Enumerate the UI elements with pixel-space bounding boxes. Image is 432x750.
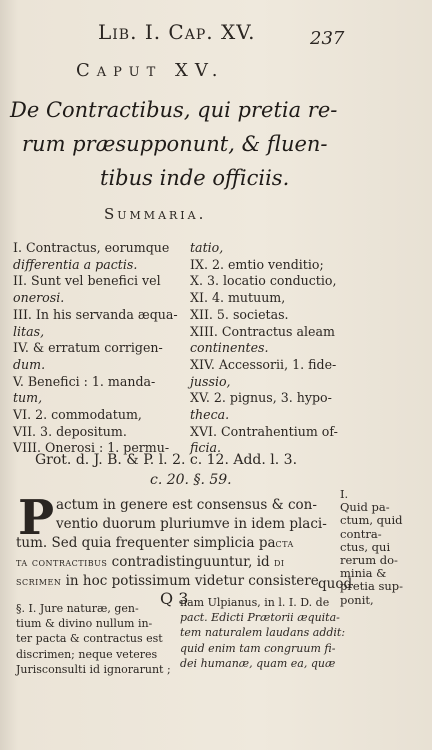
summary-item: V. Benefici : 1. manda- <box>13 373 156 389</box>
paragraph-smallcaps: cta <box>275 536 294 550</box>
summary-item: litas, <box>13 323 45 339</box>
summary-item: XI. 4. mutuum, <box>190 290 286 306</box>
summary-item: XIII. Contractus aleam <box>190 323 335 339</box>
paragraph-text: tum. Sed quia frequenter simplicia pa <box>16 535 276 551</box>
paragraph-smallcaps: ta contractibus <box>16 555 108 569</box>
margin-note-line: ctum, quid <box>340 513 403 528</box>
summary-item: I. Contractus, eorumque <box>13 240 170 255</box>
signature-mark: Q 3 <box>160 589 189 608</box>
summaria-right-column <box>190 240 338 457</box>
summary-item: IX. 2. emtio venditio; <box>190 256 324 272</box>
summary-item: X. 3. locatio conductio, <box>190 273 337 289</box>
footnote-line: nam Ulpianus, in l. I. D. de <box>180 596 330 609</box>
catchword: quod <box>318 576 353 592</box>
summary-item: III. In his servanda æqua- <box>13 306 178 322</box>
footnote-line: ter pacta & contractus est <box>16 632 163 646</box>
footnote-left-column <box>16 601 171 677</box>
chapter-heading: Caput XV. <box>76 60 225 81</box>
summary-item: VII. 3. depositum. <box>13 423 127 439</box>
footnote-line: pact. Edicti Prætorii æquita- <box>180 611 340 625</box>
main-paragraph <box>16 496 356 591</box>
paragraph-text: in hoc potissimum videtur consistere <box>61 573 319 589</box>
paragraph-smallcaps: scrimen <box>16 574 62 588</box>
margin-note-line: I. <box>340 487 349 501</box>
paragraph-text: contradistinguuntur, id <box>107 554 274 570</box>
footnote-right-column <box>180 595 345 671</box>
footnote-line: §. I. Jure naturæ, gen- <box>16 602 139 615</box>
summary-item: theca. <box>190 407 230 423</box>
margin-note-line: pretia sup- <box>340 579 404 594</box>
footnote-line: discrimen; neque veteres <box>16 647 158 661</box>
summary-item: dum. <box>13 356 46 372</box>
footnote-line: tem naturalem laudans addit: <box>180 626 346 640</box>
margin-note-line: ponit, <box>340 592 374 607</box>
summary-item: VIII. Onerosi : 1. permu- <box>13 440 170 456</box>
footnote-line: dei humanæ, quam ea, quæ <box>180 656 336 670</box>
summary-item: tatio, <box>190 240 224 255</box>
margin-note-line: ctus, qui <box>340 539 391 554</box>
margin-note-line: Quid pa- <box>340 500 390 515</box>
chapter-title-line-2: rum præsupponunt, & fluen- <box>22 132 328 156</box>
paragraph-smallcaps: di <box>273 555 285 569</box>
summary-item: XIV. Accessorii, 1. fide- <box>190 356 337 372</box>
margin-note-line: contra- <box>340 526 382 541</box>
summary-item: ficia. <box>190 440 221 456</box>
footnote-line: tium & divino nullum in- <box>16 617 153 631</box>
chapter-title-line-1: De Contractibus, qui pretia re- <box>10 98 338 122</box>
margin-note-line: rerum do- <box>340 553 398 568</box>
summary-item: IV. & erratum corrigen- <box>13 340 163 356</box>
paragraph-line: actum in genere est consensus & con- <box>56 497 317 513</box>
reference-line: Grot. d. J. B. & P. l. 2. c. 12. Add. l. 3. <box>35 452 298 468</box>
summary-item: continentes. <box>190 340 269 356</box>
summary-item: tum, <box>13 390 43 406</box>
footnote-line: Jurisconsulti id ignorarunt ; <box>16 662 171 676</box>
summaria-heading: Summaria. <box>104 205 207 223</box>
running-head: Lib. I. Cap. XV. <box>98 20 256 44</box>
chapter-title-line-3: tibus inde officiis. <box>100 166 290 190</box>
paragraph-line <box>16 553 356 572</box>
summary-item: VI. 2. commodatum, <box>13 407 142 423</box>
drop-cap-initial: P <box>18 490 55 546</box>
summary-item: XVI. Contrahentium of- <box>190 423 338 439</box>
summary-item: XII. 5. societas. <box>190 306 289 322</box>
reference-line-continued: c. 20. §. 59. <box>150 472 232 488</box>
summary-item: XV. 2. pignus, 3. hypo- <box>190 390 332 406</box>
summaria-left-column <box>13 240 178 457</box>
paragraph-line <box>16 534 356 553</box>
summary-item: differentia a pactis. <box>13 256 138 272</box>
page-number: 237 <box>310 28 345 49</box>
summary-item: II. Sunt vel benefici vel <box>13 273 161 289</box>
margin-note-line: minia & <box>340 566 387 581</box>
summary-item: jussio, <box>190 373 231 389</box>
footnote-line: quid enim tam congruum fi- <box>180 641 336 655</box>
summary-item: onerosi. <box>13 290 65 306</box>
paragraph-line: ventio duorum pluriumve in idem placi- <box>56 516 327 532</box>
